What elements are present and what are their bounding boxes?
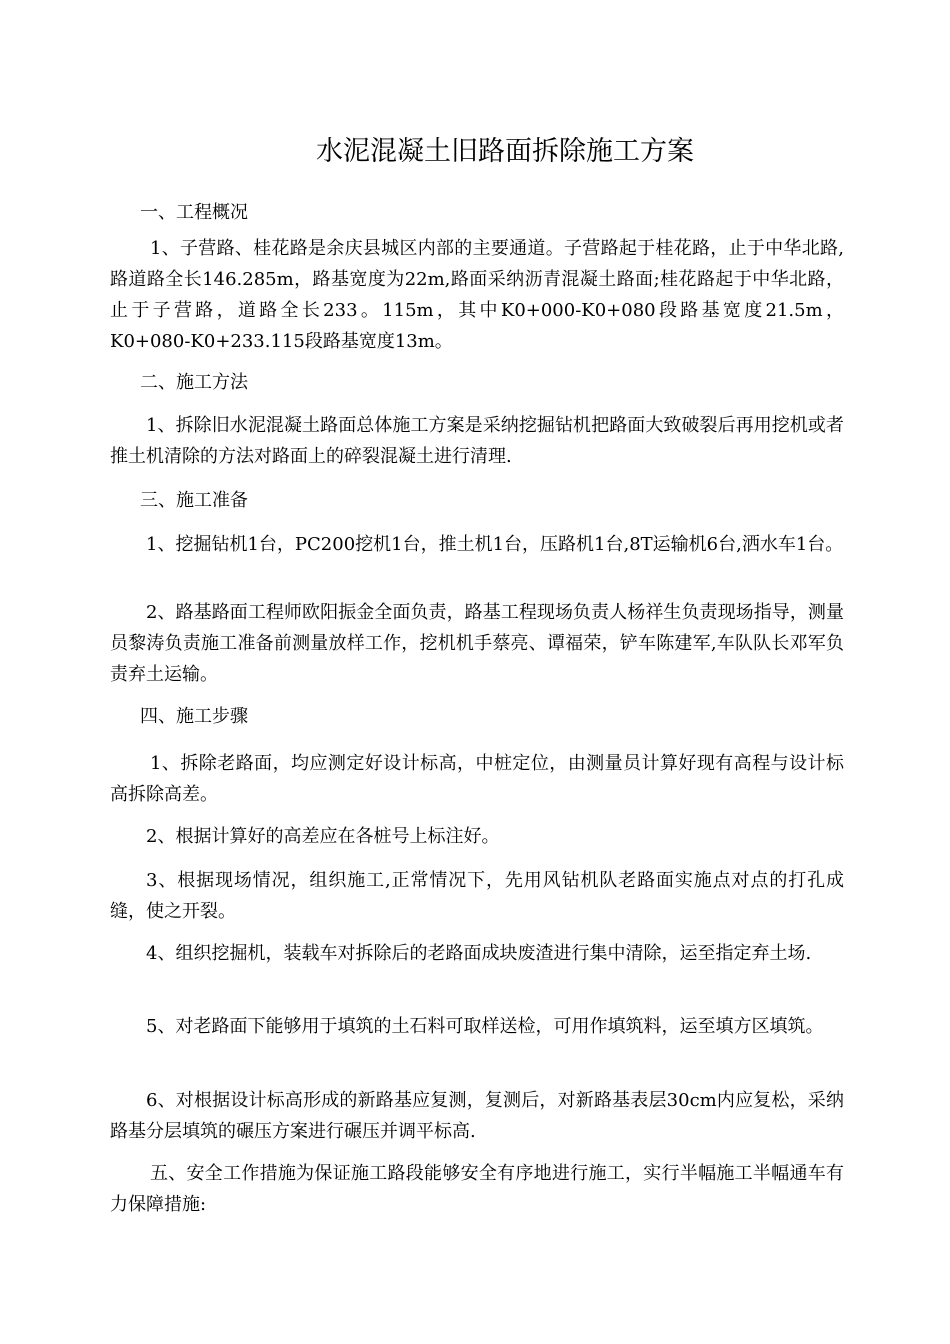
section-heading-steps: 四、施工步骤 [140,706,248,727]
section-heading-preparation: 三、施工准备 [140,490,248,511]
paragraph-steps-5: 5、对老路面下能够用于填筑的土石料可取样送检，可用作填筑料，运至填方区填筑。 [146,1016,824,1037]
section-heading-method: 二、施工方法 [140,372,248,393]
paragraph-steps-2: 2、根据计算好的高差应在各桩号上标注好。 [146,826,500,847]
paragraph-safety-1: 五、安全工作措施为保证施工路段能够安全有序地进行施工，实行半幅施工半幅通车有力保障措施: [110,1163,844,1215]
paragraph-overview-1: 1、子营路、桂花路是余庆县城区内部的主要通道。子营路起于桂花路，止于中华北路,路道路全长146.285m，路基宽度为22m,路面采纳沥青混凝土路面;桂花路起于中华北路，止于子营路，道路全长233。115m，其中K0+000-K0+080段路基宽度21.5m，K0+080-K0+233.115段路基宽度13m。 [110,238,844,352]
paragraph-preparation-2: 2、路基路面工程师欧阳振金全面负责，路基工程现场负责人杨祥生负责现场指导，测量员黎涛负责施工准备前测量放样工作，挖机机手蔡亮、谭福荣，铲车陈建军,车队队长邓军负责弃土运输。 [110,602,844,685]
paragraph-steps-6: 6、对根据设计标高形成的新路基应复测，复测后，对新路基表层30cm内应复松，采纳路基分层填筑的碾压方案进行碾压并调平标高. [110,1090,844,1142]
document-title: 水泥混凝土旧路面拆除施工方案 [316,136,694,167]
section-heading-overview: 一、工程概况 [140,202,248,223]
paragraph-steps-1: 1、拆除老路面，均应测定好设计标高，中桩定位，由测量员计算好现有高程与设计标高拆除高差。 [110,753,844,805]
paragraph-steps-3: 3、根据现场情况，组织施工,正常情况下，先用风钻机队老路面实施点对点的打孔成缝，使之开裂。 [110,870,844,922]
paragraph-steps-4: 4、组织挖掘机，装载车对拆除后的老路面成块废渣进行集中清除，运至指定弃土场. [146,943,812,964]
paragraph-method-1: 1、拆除旧水泥混凝土路面总体施工方案是采纳挖掘钻机把路面大致破裂后再用挖机或者推土机清除的方法对路面上的碎裂混凝土进行清理. [110,415,844,467]
paragraph-preparation-1: 1、挖掘钻机1台，PC200挖机1台，推土机1台，压路机1台,8T运输机6台,洒水车1台。 [146,534,844,555]
